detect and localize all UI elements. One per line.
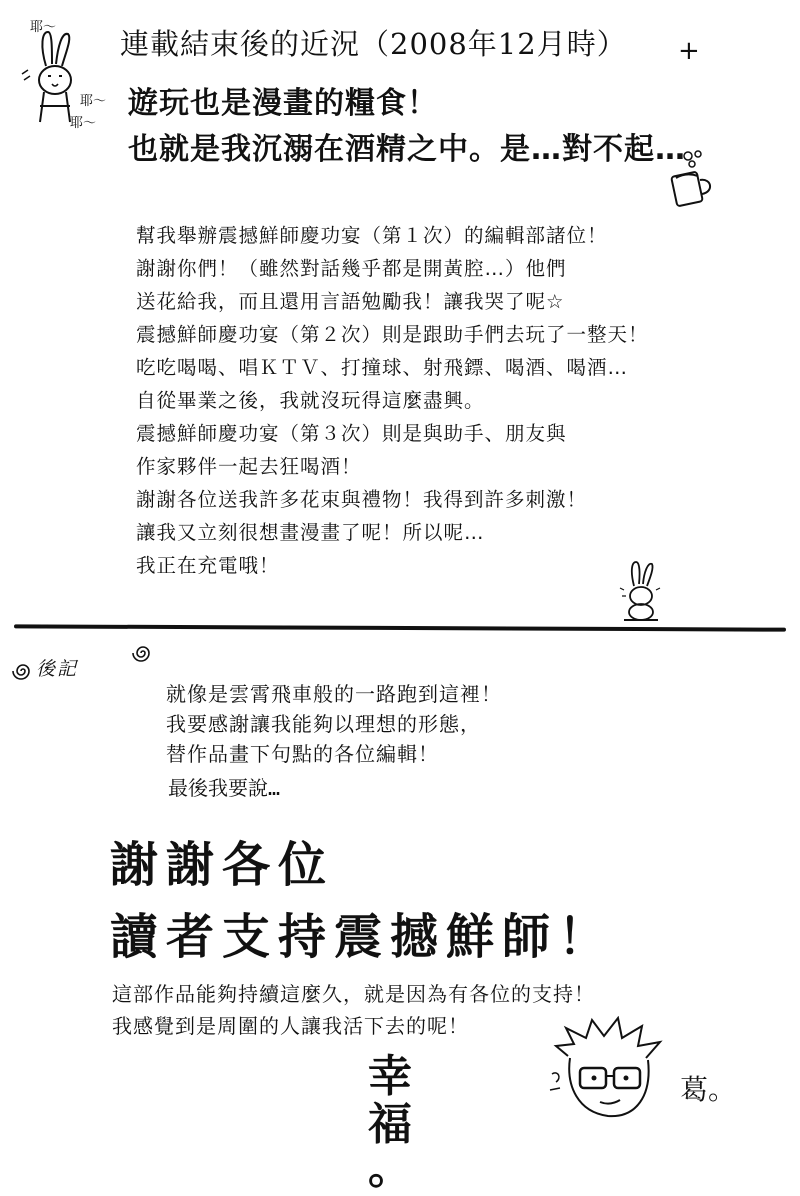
closing-line: 最後我要說… xyxy=(168,776,281,800)
plus-mark: + xyxy=(678,36,700,66)
headline-line-2: 也就是我沉溺在酒精之中。是…對不起… xyxy=(128,132,686,167)
body-line: 讓我又立刻很想畫漫畫了呢！所以呢… xyxy=(136,521,485,544)
body-line: 送花給我，而且還用言語勉勵我！讓我哭了呢☆ xyxy=(136,290,565,313)
sitting-rabbit-icon xyxy=(616,560,666,624)
thanks-big-line-2: 讀者支持震撼鮮師！ xyxy=(110,909,615,965)
body-line: 自從畢業之後，我就沒玩得這麼盡興。 xyxy=(136,389,485,412)
beer-mug-icon xyxy=(662,148,718,210)
body-line: 震撼鮮師慶功宴（第２次）則是跟助手們去玩了一整天！ xyxy=(136,323,649,346)
body-line: 吃吃喝喝、唱ＫＴＶ、打撞球、射飛鏢、喝酒、喝酒… xyxy=(136,356,629,379)
body-line: 謝謝各位送我許多花束與禮物！我得到許多刺激！ xyxy=(136,488,588,511)
body-line: 作家夥伴一起去狂喝酒！ xyxy=(136,455,362,478)
afterword-line: 我要感謝讓我能夠以理想的形態， xyxy=(166,712,481,736)
afterword-line: 就像是雲霄飛車般的一路跑到這裡！ xyxy=(166,682,502,706)
body-line: 謝謝你們！（雖然對話幾乎都是開黃腔…）他們 xyxy=(136,257,567,280)
afterword-line: 替作品畫下句點的各位編輯！ xyxy=(166,742,439,766)
thanks-big-line-1: 謝謝各位 xyxy=(110,837,335,893)
rabbit-doodle-icon xyxy=(18,26,88,126)
happy-char-1: 幸 xyxy=(368,1051,412,1102)
body-line: 震撼鮮師慶功宴（第３次）則是與助手、朋友與 xyxy=(136,422,567,445)
support-line: 這部作品能夠持續這麼久，就是因為有各位的支持！ xyxy=(112,982,595,1006)
support-line: 我感覺到是周圍的人讓我活下去的呢！ xyxy=(112,1014,469,1038)
rabbit-call-3: 耶～ xyxy=(70,116,97,131)
spiral-left-icon xyxy=(12,660,34,682)
afterword-label: 後記 xyxy=(36,658,79,680)
author-signature: 葛。 xyxy=(680,1073,737,1106)
rabbit-call-2: 耶～ xyxy=(80,94,107,109)
body-line: 我正在充電哦！ xyxy=(136,554,280,577)
body-line: 幫我舉辦震撼鮮師慶功宴（第１次）的編輯部諸位！ xyxy=(136,224,608,247)
happy-char-2: 福 xyxy=(368,1099,412,1150)
happy-char-3: 。 xyxy=(368,1143,412,1194)
section-divider xyxy=(14,624,786,631)
headline-line-1: 遊玩也是漫畫的糧食！ xyxy=(128,86,438,121)
rabbit-call-1: 耶～ xyxy=(30,20,57,35)
spiral-right-icon xyxy=(132,642,154,664)
page-title: 連載結束後的近況（2008年12月時） xyxy=(120,27,627,61)
author-portrait-icon xyxy=(548,1016,678,1126)
